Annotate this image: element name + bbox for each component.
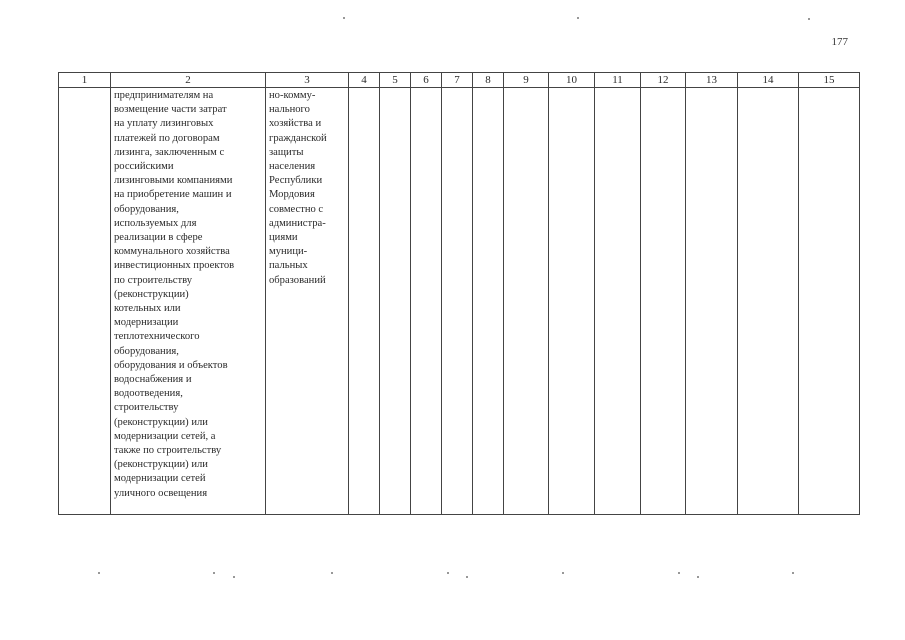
responsible-executor: но-комму- нального хозяйства и гражданской защиты населения Республики Мордовия совместно с администра- циями муници- пальных образований: [269, 90, 327, 286]
table-cell: [549, 88, 595, 515]
table-cell: [738, 88, 799, 515]
table-cell: [473, 88, 504, 515]
table-cell: [686, 88, 738, 515]
scan-speck: [577, 17, 579, 19]
table-cell: [641, 88, 686, 515]
cell-text: [380, 88, 410, 89]
column-header-6: 6: [411, 73, 442, 88]
cell-text: [595, 88, 640, 89]
column-header-8: 8: [473, 73, 504, 88]
column-header-10: 10: [549, 73, 595, 88]
cell-text: [349, 88, 379, 89]
cell-text: [799, 88, 859, 89]
measure-description: предпринимателям на возмещение части затрат на уплату лизинговых платежей по договорам лизинга, заключенным с российскими лизинговыми компаниями на приобретение машин и оборудования, используемых для реализации в сфере коммунального хозяйства инвестиционных проектов по строительству (реконструкции) котельных или модернизации теплотехнического оборудования, оборудования и объектов водоснабжения и водоотведения, строительству (реконструкции) или модернизации сетей, а также по строительству (реконструкции) или модернизации сетей уличного освещения: [114, 90, 235, 499]
scan-speck: [213, 572, 215, 574]
scan-speck: [808, 18, 810, 20]
scan-speck: [233, 576, 235, 578]
column-header-4: 4: [349, 73, 380, 88]
table-cell: [411, 88, 442, 515]
column-header-7: 7: [442, 73, 473, 88]
column-header-1: 1: [59, 73, 111, 88]
table-cell: [380, 88, 411, 515]
table-cell: [504, 88, 549, 515]
table-cell: [59, 88, 111, 515]
cell-text: [59, 88, 110, 89]
column-header-13: 13: [686, 73, 738, 88]
cell-text: [504, 88, 548, 89]
table-cell: [442, 88, 473, 515]
program-table: [58, 72, 860, 515]
column-header-14: 14: [738, 73, 799, 88]
table-row: [59, 88, 860, 515]
responsible-executor-cell: [266, 88, 349, 515]
cell-text: [549, 88, 594, 89]
cell-text: [473, 88, 503, 89]
page-number: 177: [831, 36, 848, 48]
scan-speck: [98, 572, 100, 574]
cell-text: [411, 88, 441, 89]
cell-text: [738, 88, 798, 89]
column-header-12: 12: [641, 73, 686, 88]
table-cell: [799, 88, 860, 515]
scan-speck: [466, 576, 468, 578]
scan-speck: [697, 576, 699, 578]
header-row: [59, 73, 860, 88]
column-header-15: 15: [799, 73, 860, 88]
scan-speck: [343, 17, 345, 19]
column-header-9: 9: [504, 73, 549, 88]
column-header-11: 11: [595, 73, 641, 88]
column-header-5: 5: [380, 73, 411, 88]
measure-description-cell: [111, 88, 266, 515]
scan-speck: [331, 572, 333, 574]
cell-text: [641, 88, 685, 89]
table-cell: [349, 88, 380, 515]
table-cell: [595, 88, 641, 515]
cell-text: [442, 88, 472, 89]
scan-speck: [562, 572, 564, 574]
column-header-2: 2: [111, 73, 266, 88]
column-header-3: 3: [266, 73, 349, 88]
scan-speck: [447, 572, 449, 574]
scan-speck: [678, 572, 680, 574]
scan-speck: [792, 572, 794, 574]
cell-text: [686, 88, 737, 89]
